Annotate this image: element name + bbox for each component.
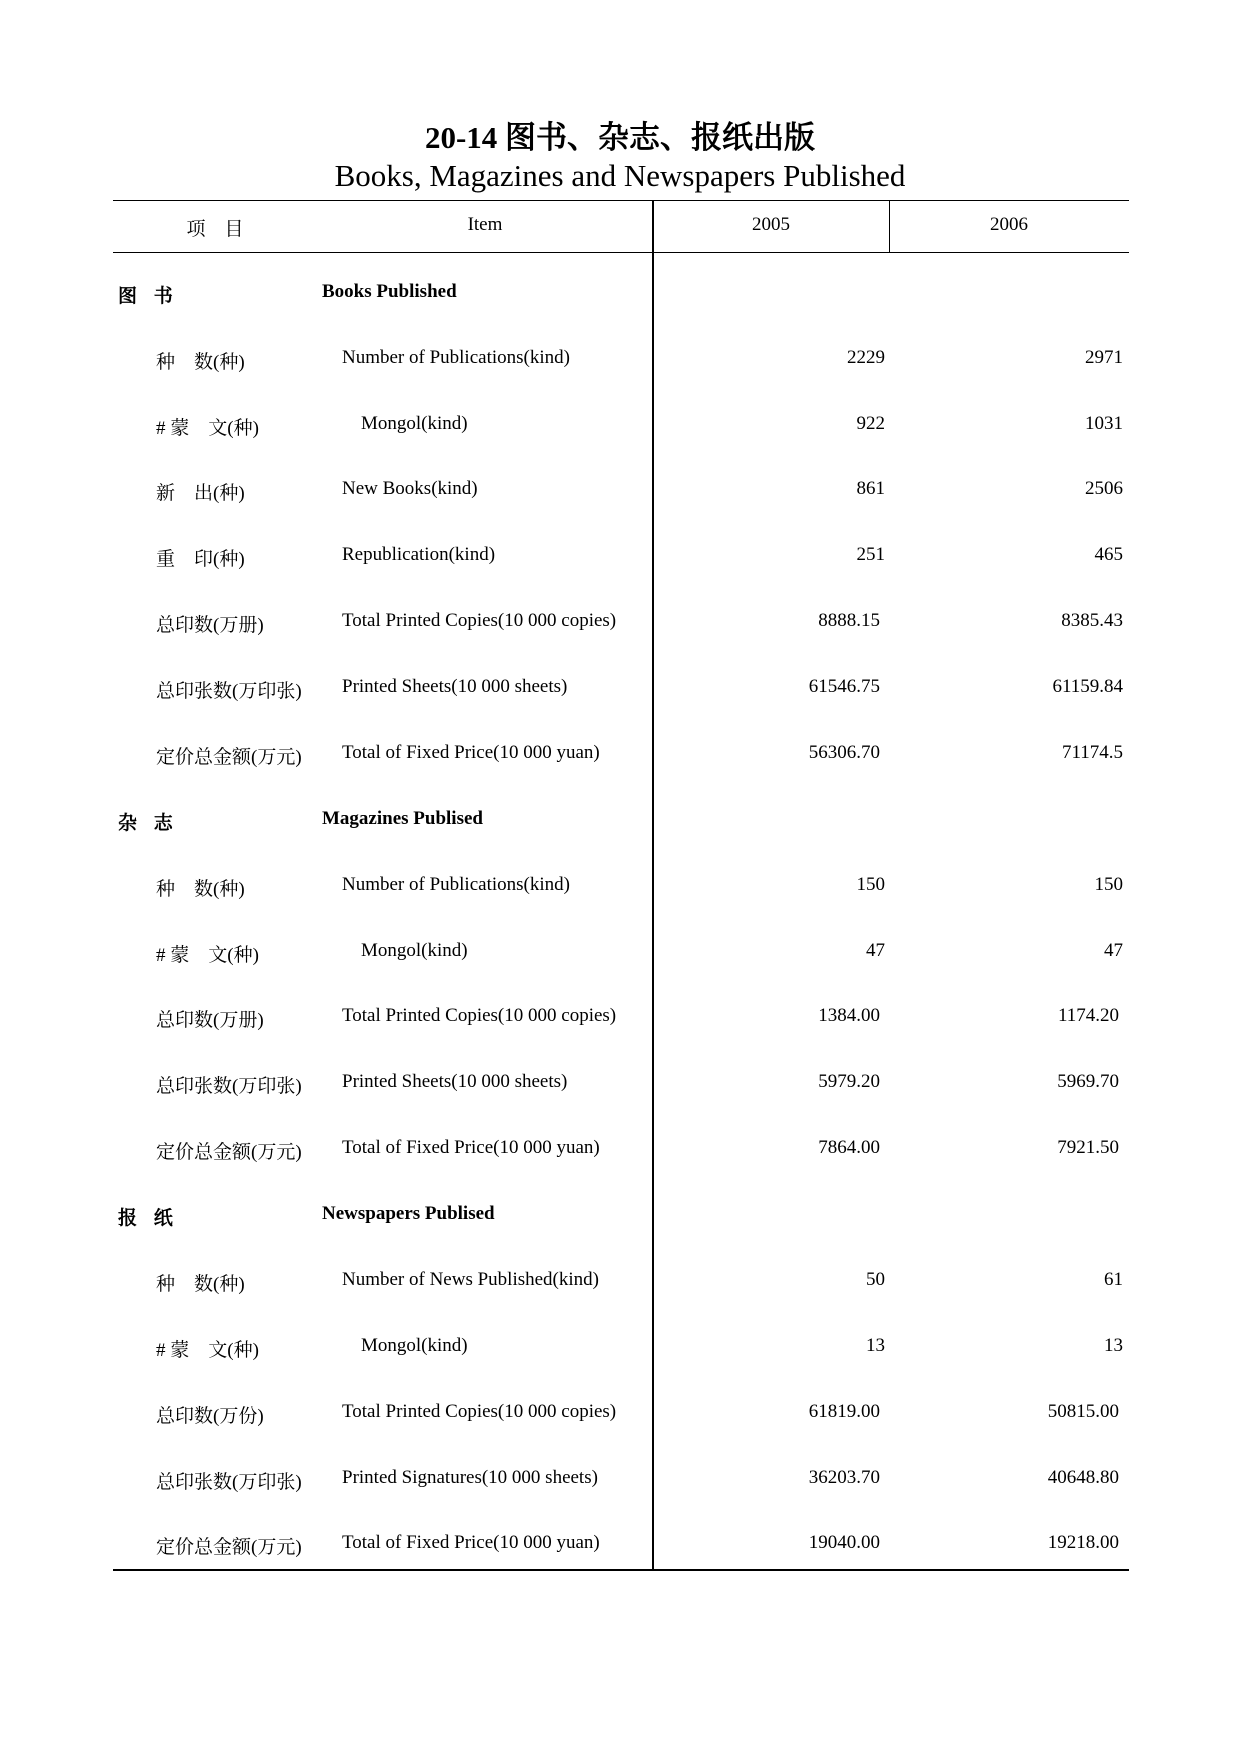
- row-label-cn: 种 数(种): [156, 352, 245, 373]
- section-label-en: Magazines Publised: [322, 808, 483, 829]
- row-label-en: Total Printed Copies(10 000 copies): [342, 610, 617, 631]
- table-row: [113, 405, 1129, 445]
- value-2005: 8888.15: [818, 610, 880, 631]
- value-2005: 47: [866, 940, 885, 961]
- value-2005: 61819.00: [808, 1401, 880, 1422]
- row-label-en: Republication(kind): [342, 544, 496, 565]
- row-label-cn: 总印数(万册): [156, 1010, 264, 1031]
- header-year-2005: 2005: [752, 214, 790, 235]
- row-label-cn: # 蒙 文(种): [156, 1340, 259, 1361]
- value-2005: 61546.75: [808, 676, 880, 697]
- value-2006: 2506: [1085, 478, 1123, 499]
- value-2005: 56306.70: [808, 742, 880, 763]
- value-2006: 150: [1094, 874, 1123, 895]
- value-2005: 2229: [847, 347, 885, 368]
- row-label-cn: 总印数(万份): [156, 1406, 264, 1427]
- section-label-cn: 图 书: [118, 286, 179, 307]
- row-label-en: Printed Sheets(10 000 sheets): [342, 676, 568, 697]
- table-row: [113, 1524, 1129, 1564]
- section-label-en: Newspapers Publised: [322, 1203, 495, 1224]
- table-row: [113, 997, 1129, 1037]
- page-title: 20-14 图书、杂志、报纸出版: [424, 120, 816, 155]
- value-2005: 922: [856, 413, 885, 434]
- page-subtitle: Books, Magazines and Newspapers Published: [334, 158, 906, 193]
- value-2005: 36203.70: [808, 1467, 880, 1488]
- table-row: [113, 1327, 1129, 1367]
- row-label-en: Printed Signatures(10 000 sheets): [342, 1467, 598, 1488]
- row-label-en: Printed Sheets(10 000 sheets): [342, 1071, 568, 1092]
- table-row: [113, 1129, 1129, 1169]
- header-item-en: Item: [467, 214, 503, 235]
- value-2006: 5969.70: [1057, 1071, 1119, 1092]
- value-2005: 19040.00: [808, 1532, 880, 1553]
- table-bottom-rule: [113, 1569, 1129, 1571]
- value-2006: 1031: [1085, 413, 1123, 434]
- table-row: [113, 1261, 1129, 1301]
- row-label-cn: 定价总金额(万元): [156, 747, 302, 768]
- row-label-cn: 重 印(种): [156, 549, 245, 570]
- value-2005: 5979.20: [818, 1071, 880, 1092]
- value-2006: 19218.00: [1047, 1532, 1119, 1553]
- value-2006: 50815.00: [1047, 1401, 1119, 1422]
- table-row: [113, 734, 1129, 774]
- table-row: [113, 668, 1129, 708]
- row-label-en: Total Printed Copies(10 000 copies): [342, 1005, 617, 1026]
- row-label-cn: # 蒙 文(种): [156, 945, 259, 966]
- header-year-2006: 2006: [990, 214, 1028, 235]
- header-bottom-rule: [113, 252, 1129, 253]
- value-2005: 150: [856, 874, 885, 895]
- value-2005: 7864.00: [818, 1137, 880, 1158]
- row-label-cn: 总印张数(万印张): [156, 681, 302, 702]
- value-2006: 47: [1104, 940, 1123, 961]
- value-2006: 40648.80: [1047, 1467, 1119, 1488]
- row-label-en: Mongol(kind): [361, 940, 468, 961]
- section-label-cn: 报 纸: [118, 1208, 179, 1229]
- row-label-cn: 种 数(种): [156, 879, 245, 900]
- row-label-en: Number of Publications(kind): [342, 874, 570, 895]
- row-label-cn: 总印张数(万印张): [156, 1472, 302, 1493]
- value-2006: 71174.5: [1061, 742, 1123, 763]
- value-2006: 7921.50: [1057, 1137, 1119, 1158]
- row-label-en: Total of Fixed Price(10 000 yuan): [342, 1532, 600, 1553]
- row-label-en: Total Printed Copies(10 000 copies): [342, 1401, 617, 1422]
- value-2005: 13: [866, 1335, 885, 1356]
- table-row: [113, 470, 1129, 510]
- table-row: [113, 602, 1129, 642]
- value-2005: 50: [866, 1269, 885, 1290]
- table-row: [113, 1063, 1129, 1103]
- table-row: [113, 1459, 1129, 1499]
- row-label-en: New Books(kind): [342, 478, 478, 499]
- table-row: [113, 339, 1129, 379]
- section-row: [113, 800, 1129, 840]
- row-label-cn: 定价总金额(万元): [156, 1537, 302, 1558]
- row-label-cn: 定价总金额(万元): [156, 1142, 302, 1163]
- section-row: [113, 273, 1129, 313]
- table-row: [113, 536, 1129, 576]
- table-top-rule: [113, 200, 1129, 201]
- row-label-en: Total of Fixed Price(10 000 yuan): [342, 1137, 600, 1158]
- value-2005: 861: [856, 478, 885, 499]
- row-label-cn: 种 数(种): [156, 1274, 245, 1295]
- table-row: [113, 1393, 1129, 1433]
- section-label-cn: 杂 志: [118, 813, 179, 834]
- row-label-en: Total of Fixed Price(10 000 yuan): [342, 742, 600, 763]
- section-row: [113, 1195, 1129, 1235]
- row-label-cn: 新 出(种): [156, 483, 245, 504]
- row-label-cn: # 蒙 文(种): [156, 418, 259, 439]
- value-2006: 1174.20: [1057, 1005, 1119, 1026]
- value-2006: 2971: [1085, 347, 1123, 368]
- value-2006: 61: [1104, 1269, 1123, 1290]
- row-label-en: Mongol(kind): [361, 1335, 468, 1356]
- row-label-en: Number of News Published(kind): [342, 1269, 599, 1290]
- row-label-cn: 总印数(万册): [156, 615, 264, 636]
- value-2006: 465: [1094, 544, 1123, 565]
- value-2005: 1384.00: [818, 1005, 880, 1026]
- header-item-cn: 项 目: [186, 219, 244, 240]
- value-2006: 13: [1104, 1335, 1123, 1356]
- value-2006: 8385.43: [1061, 610, 1123, 631]
- table-row: [113, 866, 1129, 906]
- section-label-en: Books Published: [322, 281, 457, 302]
- table-row: [113, 932, 1129, 972]
- row-label-en: Mongol(kind): [361, 413, 468, 434]
- row-label-cn: 总印张数(万印张): [156, 1076, 302, 1097]
- value-2005: 251: [856, 544, 885, 565]
- value-2006: 61159.84: [1052, 676, 1123, 697]
- row-label-en: Number of Publications(kind): [342, 347, 570, 368]
